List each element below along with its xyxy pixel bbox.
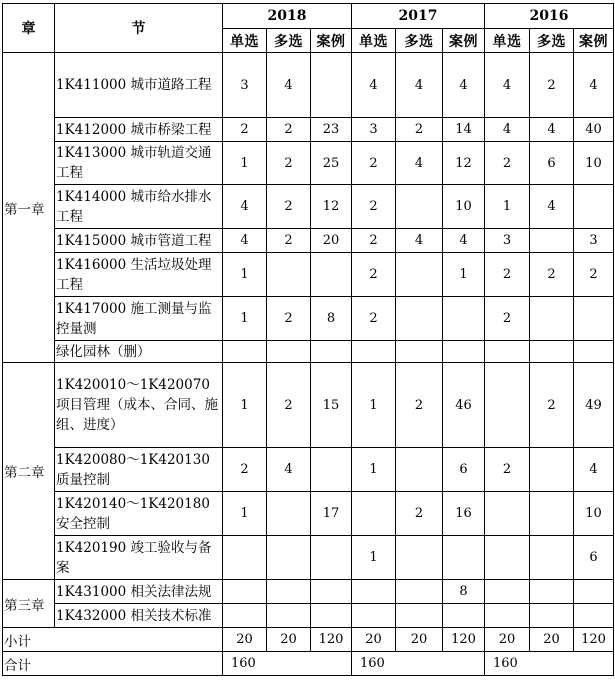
table-row [3, 448, 614, 492]
year-header: 2016 [485, 4, 614, 29]
value-cell [223, 536, 267, 580]
section-cell: 1K414000 城市给水排水工程 [55, 185, 223, 229]
value-cell: 2 [396, 363, 443, 448]
table-row [3, 492, 614, 536]
value-cell [485, 604, 530, 628]
value-cell: 2 [352, 253, 396, 297]
value-cell: 6 [530, 142, 574, 185]
type-header: 案例 [311, 29, 352, 53]
value-cell [485, 341, 530, 363]
value-cell: 6 [443, 448, 485, 492]
table-row [3, 580, 614, 604]
value-cell: 3 [485, 229, 530, 253]
value-cell: 1 [352, 363, 396, 448]
value-cell [530, 341, 574, 363]
value-cell: 4 [396, 53, 443, 118]
value-cell: 1 [223, 363, 267, 448]
value-cell [530, 536, 574, 580]
value-cell: 1 [485, 185, 530, 229]
subtotal-value: 120 [311, 628, 352, 652]
type-header: 多选 [267, 29, 311, 53]
value-cell [574, 604, 614, 628]
value-cell: 4 [530, 185, 574, 229]
table-row [3, 536, 614, 580]
value-cell: 4 [443, 53, 485, 118]
total-value: 160 [223, 652, 352, 676]
section-cell: 1K420010～1K420070 项目管理（成本、合同、施组、进度） [55, 363, 223, 448]
value-cell: 46 [443, 363, 485, 448]
value-cell: 1 [223, 253, 267, 297]
value-cell [530, 448, 574, 492]
type-header: 单选 [223, 29, 267, 53]
value-cell [311, 341, 352, 363]
type-header: 案例 [443, 29, 485, 53]
value-cell: 8 [311, 297, 352, 341]
value-cell [396, 604, 443, 628]
value-cell [485, 492, 530, 536]
type-header: 多选 [530, 29, 574, 53]
value-cell [530, 297, 574, 341]
value-cell: 4 [396, 142, 443, 185]
value-cell [311, 448, 352, 492]
value-cell [396, 185, 443, 229]
value-cell: 2 [485, 297, 530, 341]
table-row [3, 297, 614, 341]
value-cell: 49 [574, 363, 614, 448]
value-cell: 14 [443, 118, 485, 142]
value-cell: 2 [485, 142, 530, 185]
value-cell: 2 [574, 253, 614, 297]
value-cell: 2 [352, 142, 396, 185]
value-cell: 40 [574, 118, 614, 142]
subtotal-row [3, 628, 614, 652]
value-cell [396, 580, 443, 604]
value-cell: 2 [396, 118, 443, 142]
value-cell: 1 [352, 536, 396, 580]
section-cell: 1K417000 施工测量与监控量测 [55, 297, 223, 341]
table-body [3, 53, 614, 676]
value-cell: 20 [311, 229, 352, 253]
subtotal-value: 20 [396, 628, 443, 652]
value-cell [574, 185, 614, 229]
value-cell: 3 [352, 118, 396, 142]
exam-score-table [2, 3, 614, 676]
value-cell [443, 341, 485, 363]
value-cell [485, 536, 530, 580]
section-cell: 1K432000 相关技术标准 [55, 604, 223, 628]
type-header: 案例 [574, 29, 614, 53]
table-row [3, 604, 614, 628]
section-cell: 1K416000 生活垃圾处理工程 [55, 253, 223, 297]
value-cell [396, 297, 443, 341]
value-cell [352, 341, 396, 363]
value-cell [267, 580, 311, 604]
value-cell [223, 341, 267, 363]
value-cell: 4 [443, 229, 485, 253]
value-cell [530, 604, 574, 628]
table-row [3, 229, 614, 253]
value-cell [267, 536, 311, 580]
value-cell [267, 341, 311, 363]
value-cell: 2 [485, 253, 530, 297]
value-cell: 4 [267, 53, 311, 118]
value-cell: 2 [223, 448, 267, 492]
value-cell: 2 [530, 53, 574, 118]
table-row [3, 253, 614, 297]
value-cell: 2 [267, 297, 311, 341]
value-cell [311, 536, 352, 580]
value-cell: 4 [267, 448, 311, 492]
type-header: 单选 [352, 29, 396, 53]
value-cell: 1 [223, 492, 267, 536]
type-header: 多选 [396, 29, 443, 53]
value-cell: 15 [311, 363, 352, 448]
total-row [3, 652, 614, 676]
value-cell [267, 604, 311, 628]
table-row [3, 341, 614, 363]
value-cell [443, 604, 485, 628]
value-cell: 4 [530, 118, 574, 142]
value-cell: 2 [530, 253, 574, 297]
value-cell: 12 [443, 142, 485, 185]
value-cell [223, 580, 267, 604]
chapter-header: 章 [3, 4, 55, 53]
value-cell: 2 [223, 118, 267, 142]
table-row [3, 185, 614, 229]
value-cell: 2 [530, 363, 574, 448]
value-cell [267, 492, 311, 536]
value-cell: 2 [267, 142, 311, 185]
value-cell [352, 604, 396, 628]
value-cell [396, 536, 443, 580]
value-cell: 2 [267, 229, 311, 253]
section-cell: 1K431000 相关法律法规 [55, 580, 223, 604]
section-cell: 1K413000 城市轨道交通工程 [55, 142, 223, 185]
chapter-cell: 第三章 [3, 580, 55, 628]
value-cell: 4 [574, 448, 614, 492]
value-cell: 2 [352, 297, 396, 341]
value-cell: 2 [267, 118, 311, 142]
section-cell: 绿化园林（删） [55, 341, 223, 363]
value-cell [443, 297, 485, 341]
chapter-cell: 第一章 [3, 53, 55, 363]
year-header: 2018 [223, 4, 352, 29]
value-cell: 23 [311, 118, 352, 142]
total-label: 合计 [3, 652, 223, 676]
value-cell: 8 [443, 580, 485, 604]
value-cell: 10 [574, 492, 614, 536]
value-cell: 12 [311, 185, 352, 229]
chapter-cell: 第二章 [3, 363, 55, 580]
value-cell [267, 253, 311, 297]
section-cell: 1K420080～1K420130 质量控制 [55, 448, 223, 492]
value-cell: 3 [574, 229, 614, 253]
subtotal-value: 120 [443, 628, 485, 652]
subtotal-value: 20 [223, 628, 267, 652]
subtotal-value: 120 [574, 628, 614, 652]
value-cell [311, 53, 352, 118]
value-cell: 2 [352, 185, 396, 229]
value-cell: 2 [267, 185, 311, 229]
section-cell: 1K411000 城市道路工程 [55, 53, 223, 118]
value-cell: 4 [485, 118, 530, 142]
total-value: 160 [485, 652, 614, 676]
table-row [3, 118, 614, 142]
subtotal-label: 小计 [3, 628, 223, 652]
value-cell [352, 492, 396, 536]
value-cell: 1 [223, 297, 267, 341]
value-cell: 2 [485, 448, 530, 492]
subtotal-value: 20 [485, 628, 530, 652]
subtotal-value: 20 [530, 628, 574, 652]
value-cell [223, 604, 267, 628]
value-cell: 1 [223, 142, 267, 185]
value-cell [352, 580, 396, 604]
value-cell: 4 [574, 53, 614, 118]
value-cell [396, 341, 443, 363]
value-cell [530, 229, 574, 253]
value-cell: 2 [352, 229, 396, 253]
value-cell [311, 580, 352, 604]
value-cell [396, 253, 443, 297]
value-cell: 4 [485, 53, 530, 118]
value-cell [311, 604, 352, 628]
table-row [3, 142, 614, 185]
value-cell [574, 580, 614, 604]
section-header: 节 [55, 4, 223, 53]
value-cell [485, 580, 530, 604]
year-header: 2017 [352, 4, 485, 29]
section-cell: 1K415000 城市管道工程 [55, 229, 223, 253]
value-cell [443, 536, 485, 580]
table-row [3, 363, 614, 448]
section-cell: 1K420190 竣工验收与备案 [55, 536, 223, 580]
value-cell: 6 [574, 536, 614, 580]
value-cell: 3 [223, 53, 267, 118]
section-cell: 1K412000 城市桥梁工程 [55, 118, 223, 142]
value-cell: 17 [311, 492, 352, 536]
value-cell [311, 253, 352, 297]
value-cell: 10 [443, 185, 485, 229]
value-cell: 1 [443, 253, 485, 297]
value-cell: 4 [352, 53, 396, 118]
section-cell: 1K420140～1K420180 安全控制 [55, 492, 223, 536]
table-row [3, 53, 614, 118]
value-cell: 4 [223, 185, 267, 229]
value-cell [530, 580, 574, 604]
value-cell: 2 [267, 363, 311, 448]
value-cell: 25 [311, 142, 352, 185]
value-cell: 4 [396, 229, 443, 253]
subtotal-value: 20 [267, 628, 311, 652]
value-cell: 16 [443, 492, 485, 536]
subtotal-value: 20 [352, 628, 396, 652]
value-cell [530, 492, 574, 536]
value-cell: 10 [574, 142, 614, 185]
type-header: 单选 [485, 29, 530, 53]
total-value: 160 [352, 652, 485, 676]
value-cell: 2 [396, 492, 443, 536]
value-cell [485, 363, 530, 448]
value-cell: 1 [352, 448, 396, 492]
value-cell [574, 297, 614, 341]
value-cell [574, 341, 614, 363]
value-cell [396, 448, 443, 492]
value-cell: 4 [223, 229, 267, 253]
